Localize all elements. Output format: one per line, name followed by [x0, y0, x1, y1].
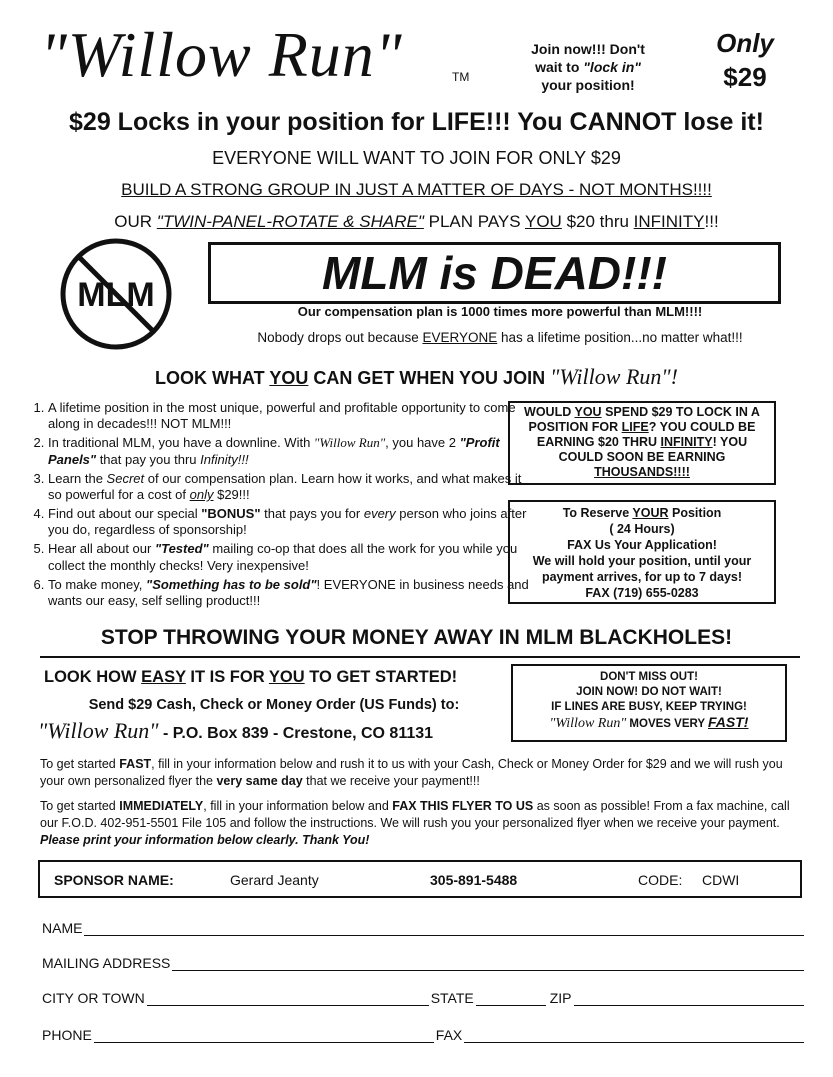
plan-name: "TWIN-PANEL-ROTATE & SHARE": [156, 212, 424, 231]
spend-line-4: COULD SOON BE EARNING: [558, 450, 726, 464]
spend-l1-post: SPEND $29 TO LOCK IN A: [601, 405, 760, 419]
mailing-address-line: [38, 718, 508, 744]
join-now-note: [508, 40, 668, 94]
benefit-6-end: ! EVERYONE in business needs and wants our easy, self selling product!!!: [48, 576, 529, 608]
spend-box: [508, 401, 776, 485]
zip-line[interactable]: [574, 991, 804, 1006]
benefit-5-tested: "Tested": [154, 541, 209, 557]
sponsor-code: CDWI: [702, 872, 740, 888]
sponsor-label: SPONSOR NAME:: [54, 872, 174, 888]
benefit-3-only: only: [189, 487, 214, 503]
look-pre: LOOK WHAT: [155, 368, 270, 388]
list-item: [48, 471, 538, 504]
mailing-address-field[interactable]: [42, 955, 804, 971]
join-line-1: Join now!!! Don't: [531, 41, 645, 57]
spend-line-3: [510, 435, 774, 450]
benefit-2-name: "Willow Run": [313, 435, 386, 451]
city-state-zip-field[interactable]: [42, 990, 804, 1006]
look-mid: CAN GET WHEN YOU JOIN: [308, 368, 551, 388]
fax-line[interactable]: [464, 1028, 804, 1043]
sponsor-name: Gerard Jeanty: [230, 872, 319, 888]
immediately-paragraph: [40, 798, 810, 849]
dontmiss-line-1: DON'T MISS OUT!: [600, 671, 698, 683]
list-item: [48, 541, 538, 574]
benefit-5-end: mailing co-op that does all the work for you while you collect the monthly checks! Very inexpensive!: [48, 541, 518, 573]
plan-line: [0, 212, 833, 232]
mailing-label: MAILING ADDRESS: [42, 955, 171, 971]
fast-same-day: very same day: [216, 774, 303, 788]
imm-please: Please print your information below clearly. Thank You!: [40, 833, 370, 847]
easy-mid: IT IS FOR: [185, 668, 269, 686]
easy-heading: [44, 668, 504, 687]
imm-mid2: as soon as possible! From a fax machine, call our F.O.D. 402-951-5501 File 105 and follow the instructions. We will rush you your personalized flyer when we receive your payment.: [40, 799, 790, 830]
dontmiss-line-2: JOIN NOW! DO NOT WAIT!: [576, 686, 722, 698]
dontmiss-mid: MOVES VERY: [626, 718, 709, 730]
dontmiss-fast: FAST!: [708, 714, 749, 730]
no-mlm-icon: [58, 236, 174, 352]
phone-label: PHONE: [42, 1027, 92, 1043]
benefit-2-mid2: that pay you thru: [96, 451, 201, 467]
nobody-post: has a lifetime position...no matter what!!!: [497, 330, 743, 345]
reserve-l1-post: Position: [668, 506, 722, 520]
lock-in-text: "lock in": [583, 59, 641, 75]
spend-line-5: THOUSANDS!!!!: [594, 465, 690, 479]
join-line-2-pre: wait to: [535, 59, 584, 75]
benefit-4-bonus: "BONUS": [201, 505, 261, 521]
plan-mid2: $20 thru: [561, 212, 634, 231]
benefit-3-mid: of our compensation plan. Learn how it works, and what makes it so powerful for a cost of: [48, 470, 522, 503]
dont-miss-box: [511, 664, 787, 742]
sponsor-code-label: CODE:: [638, 872, 683, 888]
plan-pre: OUR: [114, 212, 157, 231]
spend-l2-pre: POSITION FOR: [528, 420, 622, 434]
divider: [40, 656, 800, 658]
flyer-title: "Willow Run": [40, 19, 403, 90]
benefit-4-end: person who joins after you do, regardless of sponsorship!: [48, 505, 527, 538]
fax-label: FAX: [435, 1027, 463, 1043]
list-item: [48, 506, 538, 539]
list-item: [48, 435, 538, 468]
spend-l2-life: LIFE: [621, 420, 649, 434]
send-line: Send $29 Cash, Check or Money Order (US Funds) to:: [88, 697, 460, 713]
headline: $29 Locks in your position for LIFE!!! You CANNOT lose it!: [69, 108, 764, 136]
name-field[interactable]: [42, 920, 804, 936]
reserve-line-2: ( 24 Hours): [609, 522, 675, 536]
reserve-line-1: [510, 505, 774, 521]
plan-mid: PLAN PAYS: [423, 212, 525, 231]
join-line-3: your position!: [541, 77, 635, 93]
address-rest: - P.O. Box 839 - Crestone, CO 81131: [158, 725, 434, 742]
benefit-3-pre: Learn the: [48, 470, 107, 486]
fast-end: that we receive your payment!!!: [302, 774, 480, 788]
city-line[interactable]: [147, 991, 429, 1006]
city-label: CITY OR TOWN: [42, 990, 145, 1006]
benefits-list: [22, 400, 538, 612]
imm-fax: FAX THIS FLYER TO US: [392, 799, 534, 813]
spend-l3-post: ! YOU: [712, 435, 748, 449]
fast-paragraph: [40, 756, 810, 790]
spend-l3-pre: EARNING $20 THRU: [536, 435, 661, 449]
reserve-line-5: payment arrives, for up to 7 days!: [541, 570, 743, 584]
only-price: $29: [723, 62, 767, 92]
easy-post: TO GET STARTED!: [304, 668, 458, 686]
benefit-3-end: $29!!!: [213, 487, 250, 503]
spend-l3-infinity: INFINITY: [660, 435, 713, 449]
reserve-l1-your: YOUR: [632, 506, 669, 520]
sponsor-phone: 305-891-5488: [430, 872, 518, 888]
spend-line-2: [510, 420, 774, 435]
spend-l1-pre: WOULD: [524, 405, 575, 419]
reserve-box: [508, 500, 776, 604]
look-name: "Willow Run"!: [550, 364, 678, 389]
benefit-5-pre: Hear all about our: [48, 541, 155, 557]
name-line[interactable]: [84, 921, 804, 936]
price-callout: [690, 26, 800, 94]
dontmiss-line-4: [513, 715, 785, 732]
fast-pre: To get started: [40, 757, 120, 771]
no-mlm-text: MLM: [77, 276, 155, 314]
phone-fax-field[interactable]: [42, 1027, 804, 1043]
look-you: YOU: [269, 368, 309, 388]
fast-word: FAST: [119, 757, 152, 771]
address-name: "Willow Run": [38, 718, 159, 743]
imm-mid: , fill in your information below and: [203, 799, 393, 813]
benefit-2-infinity: Infinity!!!: [200, 451, 249, 467]
easy-pre: LOOK HOW: [44, 668, 142, 686]
plan-you: YOU: [525, 212, 562, 231]
benefit-4-pre: Find out about our special: [48, 505, 202, 521]
name-label: NAME: [42, 920, 83, 936]
spend-l2-post: ? YOU COULD BE: [648, 420, 756, 434]
stop-heading: STOP THROWING YOUR MONEY AWAY IN MLM BLACKHOLES!: [100, 626, 733, 649]
benefit-4-every: every: [363, 505, 396, 521]
imm-word: IMMEDIATELY: [119, 799, 204, 813]
look-heading: [0, 364, 833, 390]
mlm-dead-banner: MLM is DEAD!!!: [208, 242, 781, 304]
dontmiss-line-3: IF LINES ARE BUSY, KEEP TRYING!: [551, 701, 747, 713]
benefit-6-sold: "Something has to be sold": [146, 576, 317, 592]
fast-mid: , fill in your information below and rush it to us with your Cash, Check or Money Order for $29 and we will rush you your own personalized flyer the: [40, 757, 783, 788]
easy-word: EASY: [141, 668, 186, 686]
benefit-1-text: A lifetime position in the most unique, powerful and profitable opportunity to come along in decades!!! NOT MLM!!!: [48, 400, 516, 432]
benefit-6-pre: To make money,: [48, 576, 147, 592]
trademark-mark: TM: [452, 70, 470, 84]
sponsor-box: [38, 860, 802, 898]
benefit-2-mid: , you have 2: [385, 435, 460, 451]
benefit-2-panels: "Profit Panels": [48, 435, 500, 467]
join-line-2: [508, 58, 668, 76]
reserve-line-6: FAX (719) 655-0283: [585, 586, 699, 600]
list-item: [48, 400, 538, 433]
reserve-line-4: We will hold your position, until your: [532, 554, 752, 568]
spend-line-1: [510, 405, 774, 420]
plan-infinity: INFINITY: [633, 212, 705, 231]
reserve-l1-pre: To Reserve: [562, 506, 633, 520]
build-line: BUILD A STRONG GROUP IN JUST A MATTER OF DAYS - NOT MONTHS!!!!: [121, 180, 712, 199]
zip-label: ZIP: [549, 990, 572, 1006]
benefit-3-secret: Secret: [106, 470, 145, 486]
phone-line[interactable]: [94, 1028, 434, 1043]
dontmiss-name: "Willow Run": [549, 716, 627, 731]
spend-l1-you: YOU: [574, 405, 602, 419]
nobody-everyone: EVERYONE: [422, 330, 498, 345]
list-item: [48, 577, 538, 610]
state-line[interactable]: [476, 991, 546, 1006]
state-label: STATE: [430, 990, 474, 1006]
nobody-line: [190, 330, 810, 345]
imm-pre: To get started: [40, 799, 120, 813]
only-word: Only: [716, 28, 774, 58]
everyone-line: EVERYONE WILL WANT TO JOIN FOR ONLY $29: [212, 148, 621, 168]
reserve-line-3: FAX Us Your Application!: [567, 538, 717, 552]
benefit-2-pre: In traditional MLM, you have a downline. With: [48, 435, 314, 451]
plan-end: !!!: [704, 212, 719, 231]
benefit-4-mid: that pays you for: [260, 505, 364, 521]
compensation-line: Our compensation plan is 1000 times more powerful than MLM!!!!: [297, 304, 703, 319]
easy-you: YOU: [268, 668, 305, 686]
nobody-pre: Nobody drops out because: [257, 330, 423, 345]
mailing-line[interactable]: [172, 956, 804, 971]
